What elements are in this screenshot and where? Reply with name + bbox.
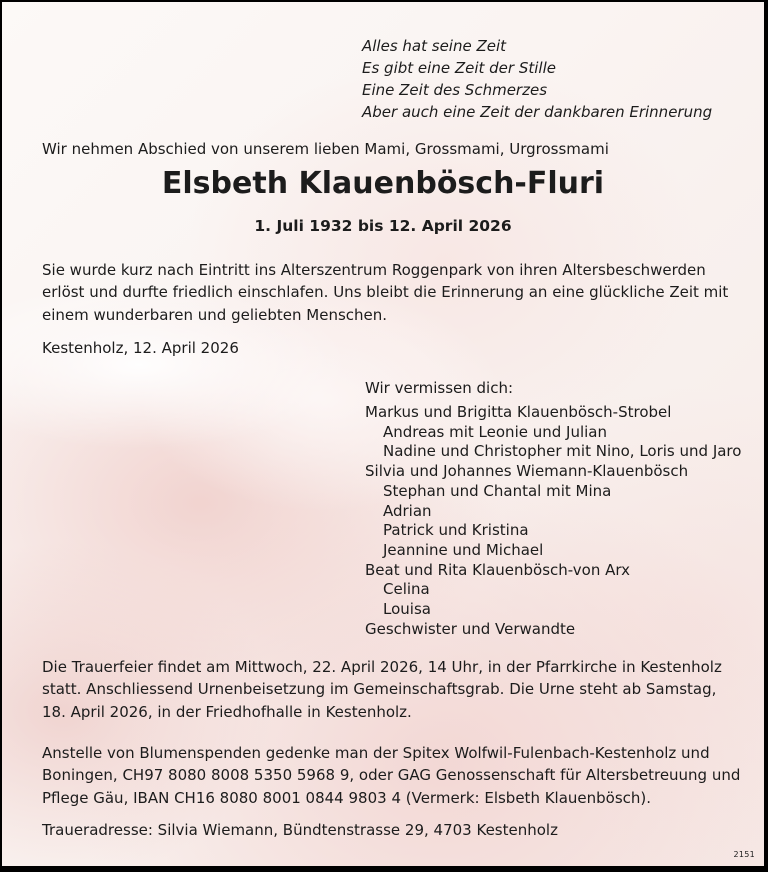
mourner-entry: Andreas mit Leonie und Julian [383,422,607,441]
mourner-entry: Stephan und Chantal mit Mina [383,481,612,500]
poem-line: Alles hat seine Zeit [362,37,507,55]
mourner-entry: Beat und Rita Klauenbösch-von Arx [365,560,631,579]
mourner-entry: Jeannine und Michael [383,540,544,559]
mourner-entry: Patrick und Kristina [383,521,529,540]
mourner-entry: Silvia und Johannes Wiemann-Klauenbösch [365,462,689,481]
announcement-line: einem wunderbaren und geliebten Menschen. [42,305,388,324]
mourners-list [365,403,741,639]
mourner-entry: Adrian [383,501,432,520]
place-and-date: Kestenholz, 12. April 2026 [42,339,239,357]
donation-line: Pflege Gäu, IBAN CH16 8080 8001 0844 9803 4 (Vermerk: Elsbeth Klauenbösch). [42,788,652,807]
donation-line: Anstelle von Blumenspenden gedenke man der Spitex Wolfwil-Fulenbach-Kestenholz und [42,744,710,762]
obituary-sheet [2,2,764,866]
mourning-address: Traueradresse: Silvia Wiemann, Bündtenstrasse 29, 4703 Kestenholz [42,821,558,839]
deceased-name: Elsbeth Klauenbösch-Fluri [161,166,605,201]
donation-details [42,742,740,809]
mourner-entry: Markus und Brigitta Klauenbösch-Strobel [365,403,672,421]
announcement-line: erlöst und durfte friedlich einschlafen. Uns bleibt die Erinnerung an eine glückliche Zeit mit [42,283,729,302]
funeral-line: statt. Anschliessend Urnenbeisetzung im Gemeinschaftsgrab. Die Urne steht ab Samstag, [42,680,717,699]
mourner-entry: Louisa [383,600,431,619]
death-announcement [42,259,728,326]
poem-line: Aber auch eine Zeit der dankbaren Erinnerung [362,103,713,121]
mourner-entry: Geschwister und Verwandte [365,619,576,638]
funeral-line: Die Trauerfeier findet am Mittwoch, 22. April 2026, 14 Uhr, in der Pfarrkirche in Kestenholz [42,658,722,676]
poem [362,35,712,123]
poem-line: Es gibt eine Zeit der Stille [362,59,556,77]
poem-line: Eine Zeit des Schmerzes [362,81,548,99]
announcement-line: Sie wurde kurz nach Eintritt ins Alterszentrum Roggenpark von ihren Altersbeschwerden [42,261,706,279]
life-dates: 1. Juli 1932 bis 12. April 2026 [254,217,512,235]
mourner-entry: Nadine und Christopher mit Nino, Loris und Jaro [383,442,742,461]
notice-number: 2151 [733,850,755,859]
mourners-heading: Wir vermissen dich: [365,379,514,397]
funeral-line: 18. April 2026, in der Friedhofhalle in Kestenholz. [42,702,412,721]
funeral-details [42,656,722,723]
donation-line: Boningen, CH97 8080 8008 5350 5968 9, oder GAG Genossenschaft für Altersbetreuung und [42,766,741,785]
mourner-entry: Celina [383,580,430,599]
farewell-intro: Wir nehmen Abschied von unserem lieben Mami, Grossmami, Urgrossmami [42,140,609,158]
